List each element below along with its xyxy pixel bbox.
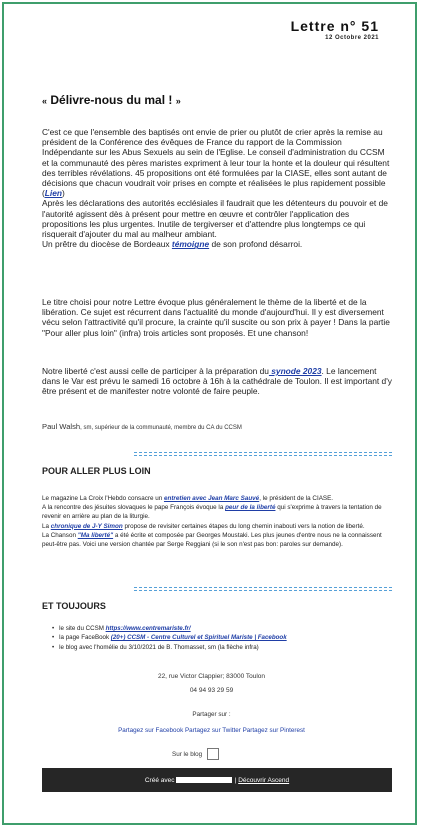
temoigne-link[interactable]: témoigne — [171, 239, 210, 250]
section-title-plus-loin: POUR ALLER PLUS LOIN — [42, 466, 151, 476]
item-text: A la rencontre des jésuites slovaques le pape François évoque la — [42, 504, 226, 512]
lien-link[interactable]: Lien — [44, 188, 63, 199]
ascend-logo-icon[interactable] — [176, 777, 232, 783]
headline-open-quote: « — [42, 96, 48, 106]
blog-label: Sur le blog — [172, 750, 203, 758]
signature-role: , sm, supérieur de la communauté, membre du CA du CCSM — [80, 425, 242, 431]
section-divider — [134, 452, 392, 456]
address-street: 22, rue Victor Clappier; 83000 Toulon — [157, 673, 266, 680]
discover-ascend-link[interactable]: Découvrir Ascend — [238, 776, 290, 784]
synode-link[interactable]: synode 2023 — [268, 366, 322, 376]
list-item — [52, 633, 287, 642]
list-item — [52, 624, 287, 633]
paragraph-text: ) — [62, 188, 65, 199]
item-text: a été écrite et composée par Georges Moustaki. Les plus jeunes d'entre nous ne la connaissent peut-être pas. Voici une version chantée par Serge Reggiani (si le son n'est pas bon: paroles sur demande). — [42, 531, 382, 549]
item-text: propose de revisiter certaines étapes du long chemin inabouti vers la notion de liberté. — [122, 522, 365, 530]
headline-text: Délivre-nous du mal ! — [50, 93, 173, 107]
site-link[interactable]: https://www.centremariste.fr/ — [105, 625, 191, 632]
item-text: le site du CCSM — [59, 625, 106, 632]
footer-bar — [42, 768, 392, 792]
ma-liberte-link[interactable]: "Ma liberté" — [77, 531, 114, 539]
headline-close-quote: » — [175, 96, 181, 106]
issue-title: Lettre n° 51 — [290, 18, 379, 34]
newsletter-header — [291, 18, 379, 41]
paragraph-text: . Le lancement dans le Var est prévu le samedi 16 octobre à 16h à la cathédrale de Toulon. Il est important d'y être présent et de manifester notre volonté de faire peuple. — [42, 366, 392, 397]
share-links[interactable]: Partagez sur Facebook Partagez sur Twitter Partagez sur Pinterest — [118, 727, 305, 734]
paragraph-text: Notre liberté c'est aussi celle de participer à la préparation du — [42, 366, 269, 376]
list-item — [52, 643, 287, 652]
newsletter-frame — [2, 2, 417, 825]
chronique-link[interactable]: chronique de J-Y Simon — [50, 522, 123, 530]
address-phone: 04 94 93 29 59 — [189, 687, 234, 694]
article-paragraph-3 — [42, 366, 392, 397]
paragraph-text: Un prêtre du diocèse de Bordeaux — [42, 239, 172, 250]
toujours-list — [52, 624, 287, 652]
article-paragraph-1 — [42, 127, 392, 249]
item-text: , le président de la CIASE. — [259, 495, 334, 502]
created-with-label: Créé avec — [144, 776, 175, 784]
paragraph-text: de son profond désarroi. — [209, 239, 303, 250]
plus-loin-content — [42, 494, 394, 549]
section-title-toujours: ET TOUJOURS — [42, 601, 106, 611]
signature — [42, 422, 242, 431]
item-text: Le magazine La Croix l'Hebdo consacre un — [42, 495, 164, 502]
issue-date: 12 Octobre 2021 — [325, 35, 379, 41]
facebook-page-link[interactable]: (20+) CCSM - Centre Culturel et Spirituel Mariste | Facebook — [110, 634, 287, 642]
item-text: le blog avec l'homélie du 3/10/2021 de B. Thomasset, sm (la flèche infra) — [59, 643, 259, 651]
section-divider — [134, 587, 392, 591]
footer-separator: | — [234, 776, 237, 784]
paragraph-text: C'est ce que l'ensemble des baptisés ont envie de prier ou plutôt de crier après la remise au président de la Conférence des évêques de France du rapport de la Commission Indépendante sur les Abus Sexuels au sein de l'Eglise. Le conseil d'administration du CCSM et la communauté des pères maristes expriment à leur tour la honte et la douleur qui résultent des terribles révélations. 45 propositions ont été formulées par la CIASE, elles sont autant de décisions que chacun voudrait voir prises en compte et réalisées le plus rapidement possible ( — [42, 127, 390, 199]
item-text: La Chanson — [42, 531, 78, 539]
sauve-interview-link[interactable]: entretien avec Jean Marc Sauvé — [163, 495, 260, 502]
blog-arrow-icon[interactable] — [207, 748, 219, 760]
share-title: Partager sur : — [192, 711, 231, 718]
paragraph-text: Après les déclarations des autorités ecclésiales il faudrait que les détenteurs du pouvoir et de l'autorité agissent dès à présent pour mettre en œuvre et contrôler l'application des propositions les plus urgentes. Inutile de tergiverser et d'attendre plus longtemps ce qui risquerait d'ajouter du mal au malheur ambiant. — [42, 198, 388, 240]
article-headline — [42, 93, 181, 107]
item-text: La — [42, 522, 51, 530]
peur-liberte-link[interactable]: peur de la liberté — [225, 504, 276, 512]
article-paragraph-2: Le titre choisi pour notre Lettre évoque plus généralement le thème de la liberté et de la libération. Ce sujet est récurrent dans l'actualité du monde d'aujourd'hui. Il y est diversement vécu selon l'attractivité qu'il procure, la crainte qu'il suscite ou son prix à payer ! Dans la partie "Pour aller plus loin" (infra) trois articles sont proposés. Et une chanson! — [42, 297, 390, 338]
blog-row — [172, 748, 219, 760]
item-text: qui s'exprime à travers la tentation de revenir en arrière au plan de la liturgie. — [42, 504, 382, 521]
item-text: la page FaceBook — [59, 634, 111, 642]
signature-name: Paul Walsh — [42, 422, 81, 431]
